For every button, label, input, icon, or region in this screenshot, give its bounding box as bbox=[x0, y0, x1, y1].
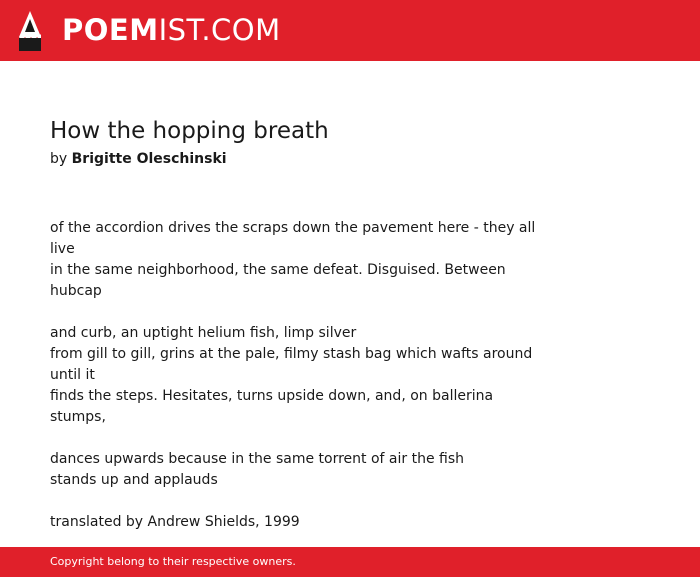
byline-prefix: by bbox=[50, 151, 68, 167]
copyright-text: Copyright belong to their respective owners. bbox=[50, 555, 296, 568]
byline bbox=[50, 149, 227, 169]
poem-line: stands up and applauds bbox=[50, 472, 218, 488]
site-logo[interactable] bbox=[62, 13, 281, 47]
poem-line: dances upwards because in the same torrent of air the fish bbox=[50, 451, 465, 467]
poem-line: and curb, an uptight helium fish, limp silver bbox=[50, 325, 357, 341]
stanza bbox=[50, 323, 550, 428]
poem-line: until it bbox=[50, 367, 95, 383]
poem-body bbox=[50, 218, 550, 554]
poem-title: How the hopping breath bbox=[50, 118, 329, 144]
author-name: Brigitte Oleschinski bbox=[71, 151, 227, 167]
site-footer bbox=[0, 547, 700, 577]
site-header bbox=[0, 0, 700, 61]
stanza bbox=[50, 449, 550, 491]
poem-line: finds the steps. Hesitates, turns upside down, and, on ballerina stumps, bbox=[50, 388, 494, 425]
poem-line: of the accordion drives the scraps down the pavement here - they all live bbox=[50, 220, 536, 257]
poem-line: translated by Andrew Shields, 1999 bbox=[50, 514, 300, 530]
logo-strong-text: POEM bbox=[62, 13, 159, 47]
poem-line: from gill to gill, grins at the pale, filmy stash bag which wafts around bbox=[50, 346, 533, 362]
pencil-tip-icon[interactable] bbox=[18, 10, 42, 52]
stanza bbox=[50, 218, 550, 302]
logo-light-text: IST.COM bbox=[158, 13, 281, 47]
poem-line: in the same neighborhood, the same defeat. Disguised. Between hubcap bbox=[50, 262, 506, 299]
translation-note bbox=[50, 512, 550, 533]
